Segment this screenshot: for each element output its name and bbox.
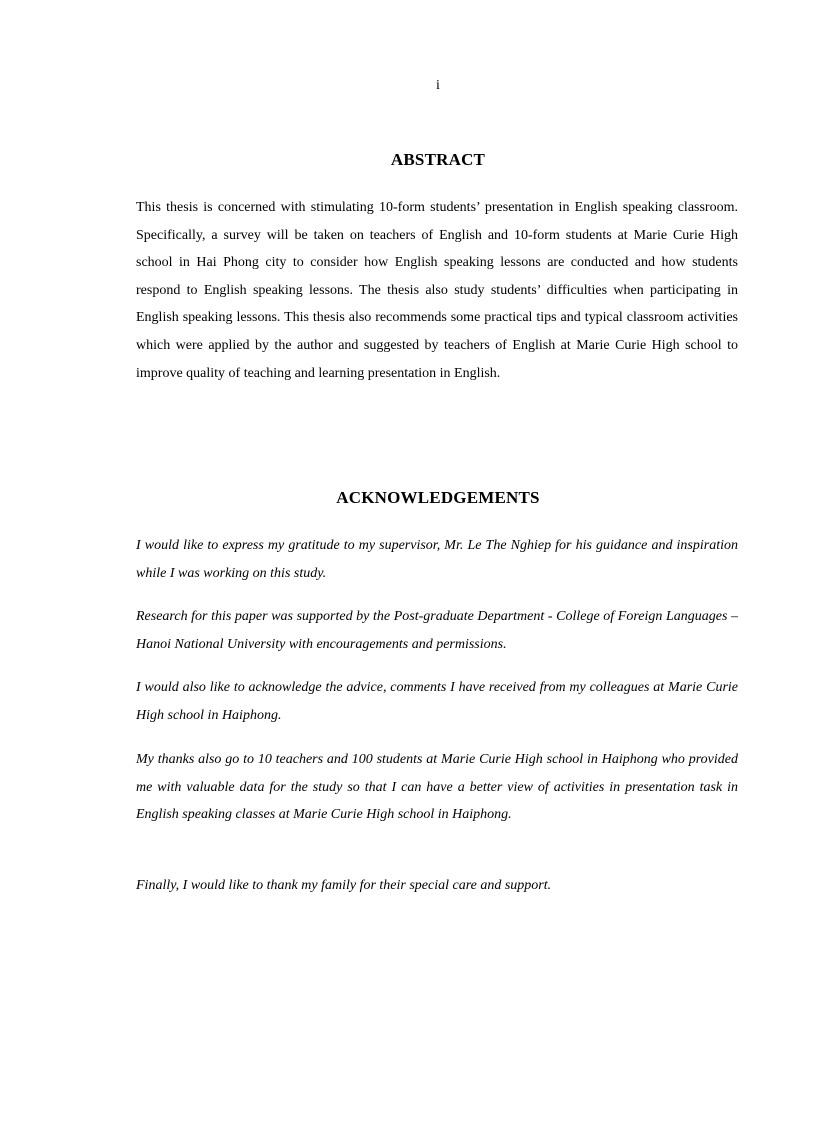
abstract-paragraph: This thesis is concerned with stimulating 10-form students’ presentation in English speaking classroom. Specifically, a survey will be taken on teachers of English and 10-form students at Marie Curie High school in Hai Phong city to consider how English speaking lessons are conducted and how students respond to English speaking lessons. The thesis also study students’ difficulties when participating in English speaking lessons. This thesis also recommends some practical tips and typical classroom activities which were applied by the author and suggested by teachers of English at Marie Curie High school to improve quality of teaching and learning presentation in English. (136, 200, 738, 381)
page-number: i (436, 78, 440, 93)
acknowledgement-paragraph-department: Research for this paper was supported by the Post-graduate Department - College of Foreign Languages – Hanoi National University with encouragements and permissions. (136, 609, 738, 652)
acknowledgement-paragraph-supervisor: I would like to express my gratitude to my supervisor, Mr. Le The Nghiep for his guidance and inspiration while I was working on this study. (136, 538, 738, 581)
acknowledgements-heading: ACKNOWLEDGEMENTS (336, 488, 540, 507)
acknowledgement-paragraph-colleagues: I would also like to acknowledge the advice, comments I have received from my colleagues at Marie Curie High school in Haiphong. (136, 680, 738, 723)
abstract-heading: ABSTRACT (390, 150, 486, 169)
acknowledgement-paragraph-family: Finally, I would like to thank my family for their special care and support. (136, 878, 552, 893)
acknowledgement-paragraph-participants: My thanks also go to 10 teachers and 100 students at Marie Curie High school in Haiphong who provided me with valuable data for the study so that I can have a better view of activities in presentation task in English speaking classes at Marie Curie High school in Haiphong. (136, 752, 738, 823)
